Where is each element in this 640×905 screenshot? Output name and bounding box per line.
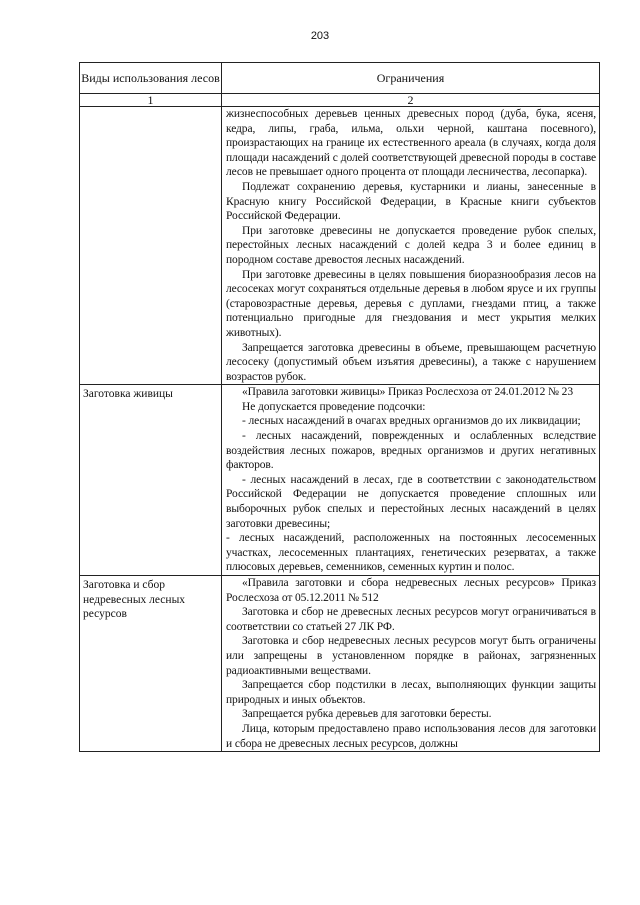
table-row — [80, 107, 600, 385]
row-0-paragraph-2: При заготовке древесины не допускается проведение рубок спелых, перестойных лесных насаждений с долей кедра 3 и более единиц в породном составе древостоя лесных насаждений. — [226, 224, 596, 266]
column-number-row — [80, 94, 600, 107]
column-number-2: 2 — [222, 94, 600, 107]
table-row — [80, 576, 600, 752]
row-2-use-type: Заготовка и сбор недревесных лесных ресурсов — [80, 576, 222, 752]
row-1-paragraph-1: Не допускается проведение подсочки: — [242, 400, 426, 413]
row-2-restrictions — [222, 576, 600, 752]
row-0-paragraph-1: Подлежат сохранению деревья, кустарники и лианы, занесенные в Красную книгу Российской Федерации, в Красные книги субъектов Российской Федерации. — [226, 180, 596, 223]
row-0-paragraph-4: Запрещается заготовка древесины в объеме, превышающем расчетную лесосеку (допустимый объем изъятия древесины), а также с нарушением возрастов рубок. — [226, 341, 596, 383]
row-0-restrictions — [222, 107, 600, 385]
row-0-use-type — [80, 107, 222, 385]
row-1-paragraph-2: - лесных насаждений в очагах вредных организмов до их ликвидации; — [242, 415, 581, 428]
row-2-paragraph-0: «Правила заготовки и сбора недревесных лесных ресурсов» Приказ Рослесхоза от 05.12.2011 № 512 — [226, 577, 596, 604]
row-2-paragraph-1: Заготовка и сбор не древесных лесных ресурсов могут ограничиваться в соответствии со статьей 27 ЛК РФ. — [226, 606, 596, 633]
row-1-restrictions — [222, 385, 600, 576]
row-2-paragraph-3: Запрещается сбор подстилки в лесах, выполняющих функции защиты природных и иных объектов. — [226, 679, 596, 706]
header-forest-use-types: Виды использования лесов — [80, 63, 222, 94]
row-2-paragraph-4: Запрещается рубка деревьев для заготовки бересты. — [242, 708, 492, 721]
row-1-paragraph-0: «Правила заготовки живицы» Приказ Рослесхоза от 24.01.2012 № 23 — [242, 386, 573, 399]
table-header-row — [80, 63, 600, 94]
row-1-paragraph-4: - лесных насаждений в лесах, где в соответствии с законодательством Российской Федерации не допускается проведение сплошных или выборочных рубок спелых и перестойных лесных насаждений в целях заготовки древесины; — [226, 473, 596, 530]
row-1-paragraph-5: - лесных насаждений, расположенных на постоянных лесосеменных участках, лесосеменных плантациях, генетических резерватах, а также плюсовых деревьев, семенников, семенных куртин и полос. — [226, 532, 596, 574]
page-number: 203 — [310, 30, 330, 42]
row-2-paragraph-2: Заготовка и сбор недревесных лесных ресурсов могут быть ограничены или запрещены в установленном порядке в районах, загрязненных радиоактивными веществами. — [226, 635, 596, 677]
restrictions-table — [79, 62, 600, 752]
header-restrictions: Ограничения — [222, 63, 600, 94]
row-1-paragraph-3: - лесных насаждений, поврежденных и ослабленных вследствие воздействия лесных пожаров, вредных организмов и других негативных факторов. — [226, 430, 596, 472]
table-row — [80, 385, 600, 576]
row-1-use-type: Заготовка живицы — [80, 385, 222, 576]
column-number-1: 1 — [80, 94, 222, 107]
row-0-paragraph-3: При заготовке древесины в целях повышения биоразнообразия лесов на лесосеках могут сохраняться отдельные деревья в любом ярусе и их группы (старовозрастные деревья, деревья с дуплами, гнездами птиц, а также потенциально пригодные для гнездования и мест укрытия мелких животных). — [226, 268, 596, 339]
row-2-paragraph-5: Лица, которым предоставлено право использования лесов для заготовки и сбора не древесных лесных ресурсов, должны — [226, 722, 596, 750]
row-0-paragraph-0: жизнеспособных деревьев ценных древесных пород (дуба, бука, ясеня, кедра, липы, граба, ильма, ольхи черной, каштана посевного), произрастающих на границе их естественного ареала (в случаях, когда доля площади насаждений с долей соответствующей древесной породы в составе лесов не превышает одного процента от площади лесничества, лесопарка). — [226, 108, 596, 179]
